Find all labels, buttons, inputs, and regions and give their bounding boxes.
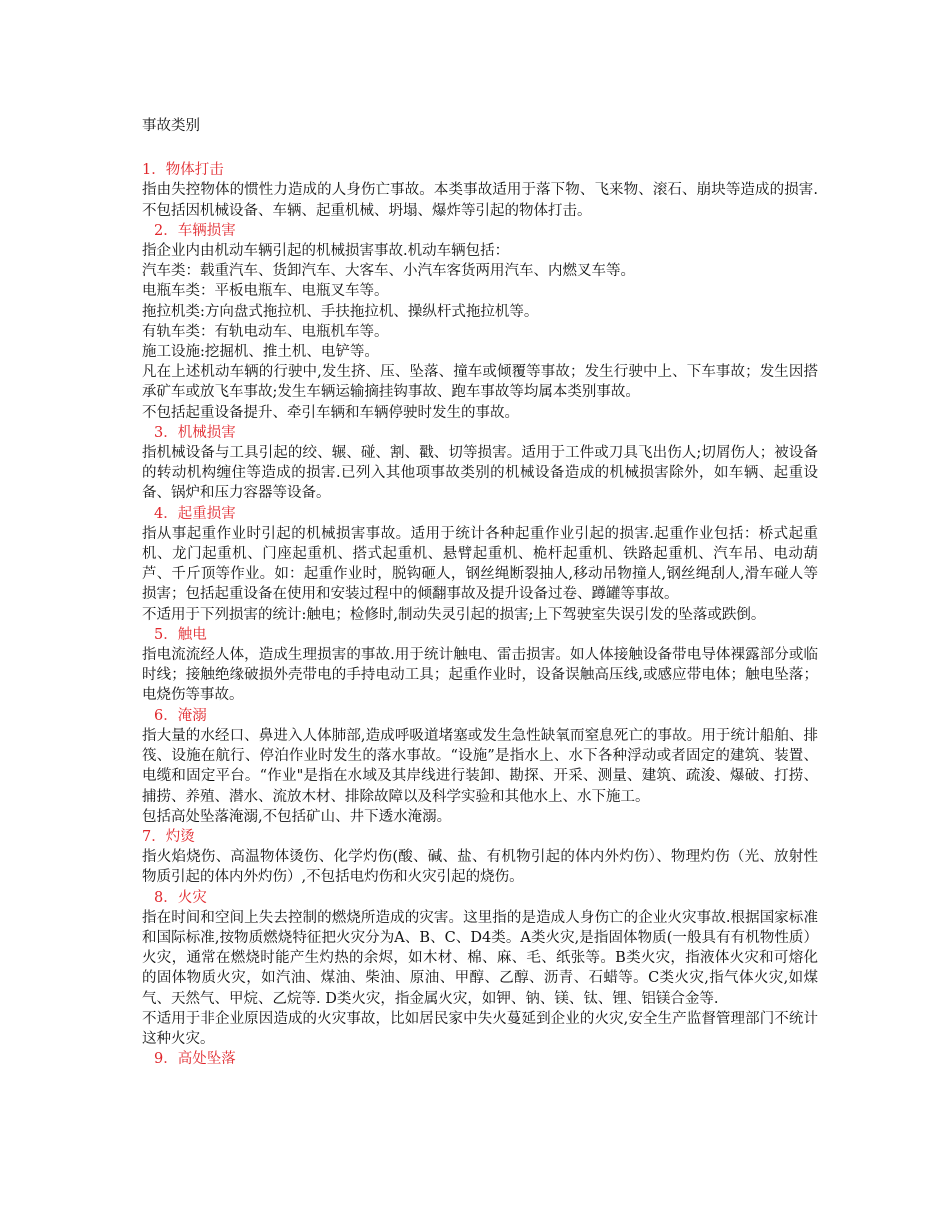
- section-heading: 3．机械损害: [154, 424, 236, 441]
- section: [142, 504, 818, 625]
- section-paragraph: 指大量的水经口、鼻进入人体肺部,造成呼吸道堵塞或发生急性缺氧而窒息死亡的事故。用于统计船舶、排筏、设施在航行、停泊作业时发生的落水事故。“设施”是指水上、水下各种浮动或者固定的建筑、装置、电缆和固定平台。“作业"是指在水域及其岸线进行装卸、勘探、开采、测量、建筑、疏浚、爆破、打捞、捕捞、养殖、潜水、流放木材、排除故障以及科学实验和其他水上、水下施工。: [142, 727, 818, 805]
- section-list: [142, 160, 818, 1069]
- section: [142, 1049, 818, 1069]
- section-paragraph: 电瓶车类：平板电瓶车、电瓶叉车等。: [142, 283, 389, 300]
- section-paragraph: 指从事起重作业时引起的机械损害事故。适用于统计各种起重作业引起的损害.起重作业包括：桥式起重机、龙门起重机、门座起重机、搭式起重机、悬臂起重机、桅杆起重机、铁路起重机、汽车吊、电动葫芦、千斤顶等作业。如：起重作业时，脱钩砸人，钢丝绳断裂抽人,移动吊物撞人,钢丝绳刮人,滑车碰人等损害；包括起重设备在使用和安装过程中的倾翻事故及提升设备过卷、蹲罐等事故。: [142, 525, 818, 603]
- section-heading: 5．触电: [154, 626, 207, 643]
- section-paragraph: 凡在上述机动车辆的行驶中,发生挤、压、坠落、撞车或倾覆等事故；发生行驶中上、下车事故；发生因搭承矿车或放飞车事故;发生车辆运输摘挂钩事故、跑车事故等均属本类别事故。: [142, 364, 818, 401]
- section-paragraph: 不适用于非企业原因造成的火灾事故，比如居民家中失火蔓延到企业的火灾,安全生产监督管理部门不统计这种火灾。: [142, 1010, 818, 1047]
- section: [142, 221, 818, 423]
- section-paragraph: 不包括起重设备提升、牵引车辆和车辆停驶时发生的事故。: [142, 404, 519, 421]
- section-paragraph: 指火焰烧伤、高温物体烫伤、化学灼伤(酸、碱、盐、有机物引起的体内外灼伤）、物理灼伤（光、放射性物质引起的体内外灼伤）,不包括电灼伤和火灾引起的烧伤。: [142, 849, 818, 886]
- section-heading: 8．火灾: [154, 889, 207, 906]
- section-paragraph: 指企业内由机动车辆引起的机械损害事故.机动车辆包括：: [142, 243, 510, 260]
- section-heading: 7．灼烫: [142, 828, 195, 845]
- section: [142, 888, 818, 1050]
- document-title: 事故类别: [142, 118, 200, 134]
- section-paragraph: 指在时间和空间上失去控制的燃烧所造成的灾害。这里指的是造成人身伤亡的企业火灾事故.根据国家标准和国际标准,按物质燃烧特征把火灾分为A、B、C、D4类。A类火灾,是指固体物质(一般具有有机物性质）火灾，通常在燃烧时能产生灼热的余烬，如木材、棉、麻、毛、纸张等。B类火灾，指液体火灾和可熔化的固体物质火灾，如汽油、煤油、柴油、原油、甲醇、乙醇、沥青、石蜡等。C类火灾,指气体火灾,如煤气、天然气、甲烷、乙烷等. D类火灾，指金属火灾，如钾、钠、镁、钛、锂、铝镁合金等.: [142, 909, 818, 1007]
- section: [142, 423, 818, 504]
- section-paragraph: 指由失控物体的惯性力造成的人身伤亡事故。本类事故适用于落下物、飞来物、滚石、崩块等造成的损害.不包括因机械设备、车辆、起重机械、坍塌、爆炸等引起的物体打击。: [142, 182, 818, 219]
- section: [142, 625, 818, 706]
- section-paragraph: 指电流流经人体，造成生理损害的事故.用于统计触电、雷击损害。如人体接触设备带电导体裸露部分或临时线；接触绝缘破损外壳带电的手持电动工具；起重作业时，设备误触高压线,或感应带电体；触电坠落；电烧伤等事故。: [142, 647, 818, 704]
- section: [142, 160, 818, 221]
- section-paragraph: 指机械设备与工具引起的绞、辗、碰、割、戳、切等损害。适用于工件或刀具飞出伤人;切屑伤人；被设备的转动机构缠住等造成的损害.已列入其他项事故类别的机械设备造成的机械损害除外，如车辆、起重设备、锅炉和压力容器等设备。: [142, 445, 818, 502]
- section-heading: 6．淹溺: [154, 707, 207, 724]
- section-heading: 4．起重损害: [154, 505, 236, 522]
- document-page: [142, 116, 818, 1069]
- section-paragraph: 有轨车类：有轨电动车、电瓶机车等。: [142, 323, 389, 340]
- section-paragraph: 包括高处坠落淹溺,不包括矿山、井下透水淹溺。: [142, 808, 452, 825]
- section-heading: 9．高处坠落: [154, 1051, 236, 1068]
- section: [142, 706, 818, 827]
- section-paragraph: 不适用于下列损害的统计:触电；检修时,制动失灵引起的损害;上下驾驶室失误引发的坠落或跌倒。: [142, 606, 766, 623]
- section-paragraph: 拖拉机类:方向盘式拖拉机、手扶拖拉机、操纵杆式拖拉机等。: [142, 303, 539, 320]
- section-paragraph: 汽车类：载重汽车、货卸汽车、大客车、小汽车客货两用汽车、内燃叉车等。: [142, 263, 635, 280]
- section: [142, 827, 818, 888]
- section-paragraph: 施工设施:挖掘机、推土机、电铲等。: [142, 344, 379, 361]
- section-heading: 2．车辆损害: [154, 222, 236, 239]
- section-heading: 1．物体打击: [142, 162, 224, 179]
